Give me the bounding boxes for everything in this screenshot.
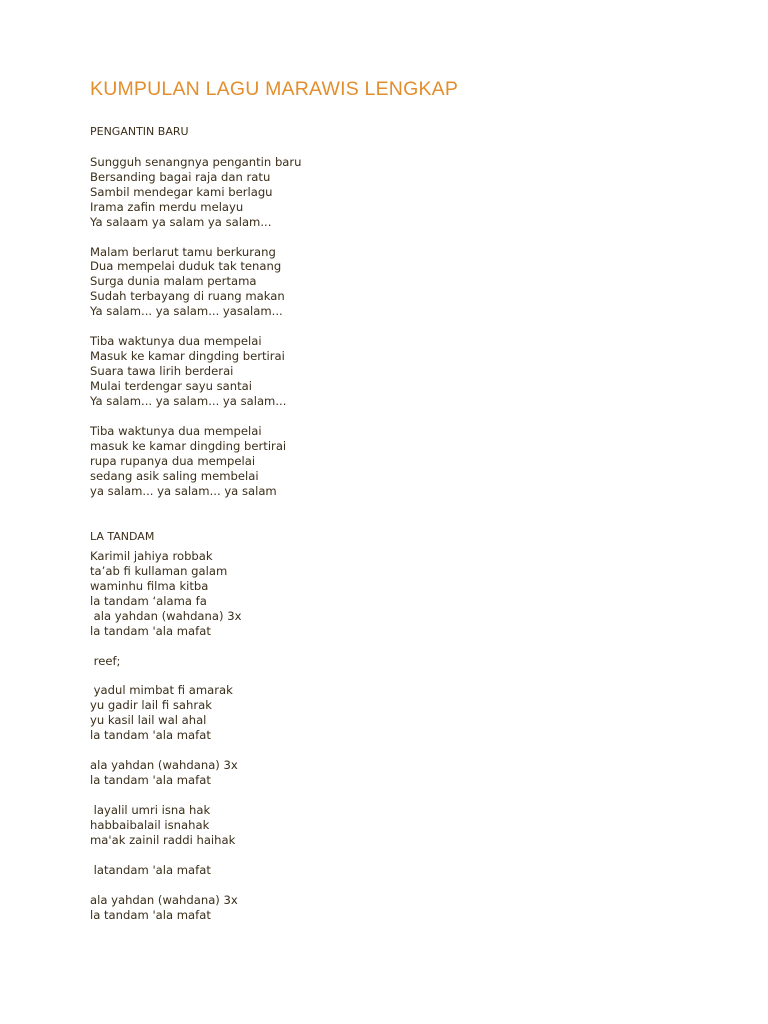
- song-la-tandam: [90, 549, 241, 922]
- lyric-line: ala yahdan (wahdana) 3x: [90, 892, 238, 907]
- lyric-line: ta’ab fi kullaman galam: [90, 563, 228, 578]
- lyric-line: habbaibalail isnahak: [90, 817, 210, 832]
- lyric-line: Mulai terdengar sayu santai: [90, 378, 252, 393]
- song-heading: LA TANDAM: [90, 530, 155, 543]
- lyric-line: yu kasil lail wal ahal: [90, 713, 207, 728]
- song-heading: PENGANTIN BARU: [90, 125, 189, 138]
- lyric-line: la tandam 'ala mafat: [90, 623, 211, 638]
- blank-line: [90, 319, 302, 334]
- lyric-line: Sudah terbayang di ruang makan: [90, 289, 285, 304]
- blank-line: [90, 743, 241, 758]
- lyric-line: Ya salaam ya salam ya salam...: [90, 214, 272, 229]
- lyric-line: latandam 'ala mafat: [90, 862, 211, 877]
- lyric-line: la tandam 'ala mafat: [90, 728, 211, 743]
- blank-line: [90, 788, 241, 803]
- document-title: KUMPULAN LAGU MARAWIS LENGKAP: [90, 78, 459, 100]
- blank-line: [90, 639, 241, 654]
- song-la-tandam-heading-wrap: [90, 530, 154, 545]
- blank-line: [90, 140, 302, 155]
- lyric-line: Masuk ke kamar dingding bertirai: [90, 349, 285, 364]
- song-pengantin-baru: [90, 125, 302, 498]
- lyric-line: Tiba waktunya dua mempelai: [90, 423, 262, 438]
- blank-line: [90, 669, 241, 684]
- lyric-line: Karimil jahiya robbak: [90, 549, 213, 563]
- lyric-line: Malam berlarut tamu berkurang: [90, 244, 276, 259]
- lyric-line: waminhu filma kitba: [90, 578, 209, 593]
- lyric-line: Tiba waktunya dua mempelai: [90, 334, 262, 349]
- lyric-line: yadul mimbat fi amarak: [90, 683, 233, 698]
- lyric-line: Ya salam... ya salam... ya salam...: [90, 393, 287, 408]
- blank-line: [90, 878, 241, 893]
- lyric-line: Sungguh senangnya pengantin baru: [90, 154, 302, 169]
- lyric-line: Ya salam... ya salam... yasalam...: [90, 304, 283, 319]
- song-lyrics: [90, 549, 241, 922]
- lyric-line: la tandam ‘alama fa: [90, 593, 207, 608]
- song-lyrics: [90, 155, 302, 499]
- lyric-line: Sambil mendegar kami berlagu: [90, 184, 273, 199]
- lyric-line: Bersanding bagai raja dan ratu: [90, 169, 271, 184]
- lyric-line: ma'ak zainil raddi haihak: [90, 832, 236, 847]
- blank-line: [90, 848, 241, 863]
- lyric-line: ala yahdan (wahdana) 3x: [90, 608, 242, 623]
- lyric-line: Irama zafin merdu melayu: [90, 199, 244, 214]
- lyric-line: la tandam 'ala mafat: [90, 773, 211, 788]
- lyric-line: yu gadir lail fi sahrak: [90, 698, 212, 713]
- blank-line: [90, 409, 302, 424]
- lyric-line: Dua mempelai duduk tak tenang: [90, 259, 282, 274]
- lyric-line: la tandam 'ala mafat: [90, 907, 211, 922]
- lyric-line: Surga dunia malam pertama: [90, 274, 257, 289]
- lyric-line: ya salam... ya salam... ya salam: [90, 483, 277, 498]
- lyric-line: ala yahdan (wahdana) 3x: [90, 758, 238, 773]
- blank-line: [90, 230, 302, 245]
- lyric-line: rupa rupanya dua mempelai: [90, 453, 256, 468]
- lyric-line: sedang asik saling membelai: [90, 468, 259, 483]
- lyric-line: masuk ke kamar dingding bertirai: [90, 438, 287, 453]
- lyric-line: reef;: [90, 653, 121, 668]
- lyric-line: Suara tawa lirih berderai: [90, 364, 234, 378]
- lyric-line: layalil umri isna hak: [90, 802, 211, 817]
